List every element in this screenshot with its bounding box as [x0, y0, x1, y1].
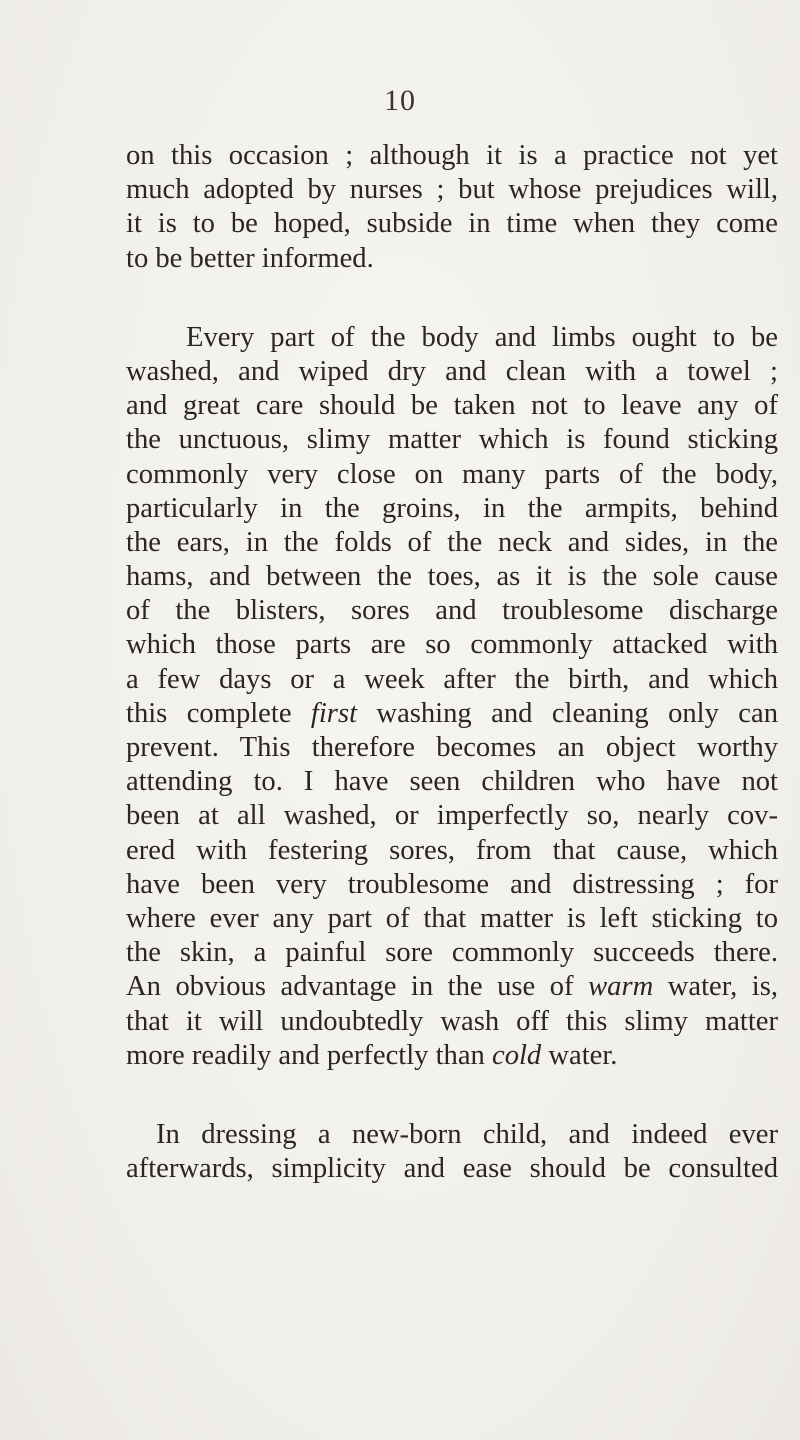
page-number: 10	[384, 84, 416, 117]
text-line: of the blisters, sores and troublesome discharge	[126, 595, 778, 627]
paragraph-1	[126, 139, 778, 276]
text-line: hams, and between the toes, as it is the sole cause	[126, 561, 778, 593]
text-line: have been very troublesome and distressing ; for	[126, 868, 778, 900]
text-line: been at all washed, or imperfectly so, nearly cov-	[126, 800, 778, 832]
text-line: where ever any part of that matter is left sticking to	[126, 902, 778, 934]
text-line: much adopted by nurses ; but whose prejudices will,	[126, 174, 778, 206]
text-line: attending to. I have seen children who have not	[126, 766, 778, 798]
text-line: An obvious advantage in the use of warm water, is,	[126, 971, 778, 1003]
text-line: Every part of the body and limbs ought to be	[186, 321, 778, 353]
text-line: prevent. This therefore becomes an object worthy	[126, 732, 778, 763]
text-line: which those parts are so commonly attacked with	[126, 629, 778, 661]
text-line: this complete first washing and cleaning only can	[126, 697, 778, 729]
text-line: washed, and wiped dry and clean with a towel ;	[126, 355, 778, 387]
text-line: and great care should be taken not to leave any of	[126, 390, 778, 422]
text-line: afterwards, simplicity and ease should be consulted	[126, 1153, 778, 1185]
paragraph-3	[126, 1118, 778, 1186]
text-line: In dressing a new-born child, and indeed ever	[156, 1118, 778, 1150]
text-line: the ears, in the folds of the neck and sides, in the	[126, 526, 778, 558]
paragraph-2	[126, 321, 778, 1073]
text-line: the unctuous, slimy matter which is found sticking	[126, 424, 778, 456]
body-text	[126, 139, 778, 1186]
text-line: a few days or a week after the birth, and which	[126, 663, 778, 695]
text-line: more readily and perfectly than cold water.	[126, 1039, 618, 1071]
text-line: the skin, a painful sore commonly succeeds there.	[126, 937, 778, 969]
text-line: ered with festering sores, from that cause, which	[126, 834, 778, 866]
text-line: that it will undoubtedly wash off this slimy matter	[126, 1005, 778, 1037]
text-line: on this occasion ; although it is a practice not yet	[126, 140, 778, 171]
text-line: particularly in the groins, in the armpits, behind	[126, 492, 778, 524]
text-line: commonly very close on many parts of the body,	[126, 458, 778, 490]
text-line: to be better informed.	[126, 242, 374, 274]
text-line: it is to be hoped, subside in time when they come	[126, 208, 778, 240]
